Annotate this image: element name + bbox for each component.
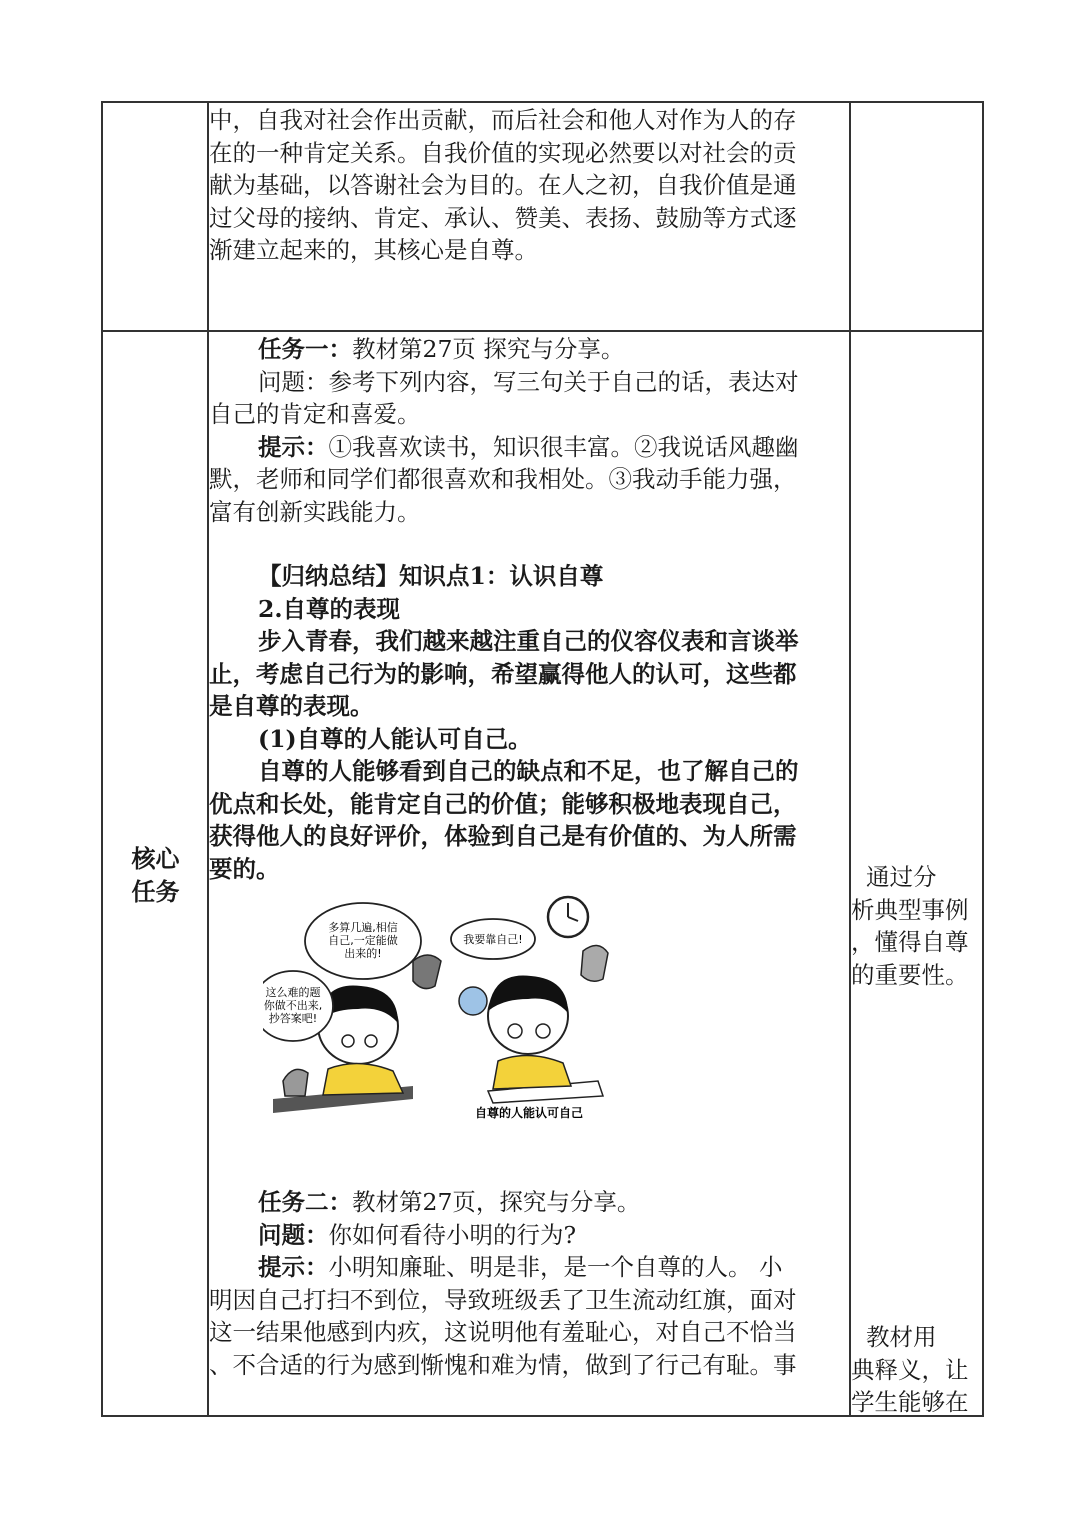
angel-figure bbox=[459, 987, 487, 1015]
task2-title-text: 教材第27页，探究与分享。 bbox=[352, 1188, 641, 1216]
row1-content-cell bbox=[209, 103, 849, 329]
bubble-text: 我要靠自己! bbox=[463, 933, 523, 946]
clock-icon bbox=[548, 897, 588, 937]
side-note-line: 通过分 bbox=[851, 863, 937, 891]
boy-right-figure bbox=[488, 975, 571, 1089]
row1-text-line: 中，自我对社会作出贡献，而后社会和他人对作为人的存 bbox=[209, 106, 797, 134]
task2-question bbox=[209, 1219, 849, 1252]
bubble-text: 多算几遍,相信 bbox=[328, 921, 398, 934]
task1-hint-text: ①我喜欢读书，知识很丰富。②我说话风趣幽 bbox=[328, 432, 799, 461]
task2-title-label: 任务二： bbox=[258, 1188, 352, 1216]
bubble-text: 这么难的题 bbox=[265, 986, 321, 999]
side-note-line: 的重要性。 bbox=[851, 960, 969, 989]
side-note-2 bbox=[851, 1321, 984, 1419]
task2-cell bbox=[209, 1186, 849, 1417]
task1-title-text: 教材第27页 探究与分享。 bbox=[352, 335, 625, 363]
task2-hint bbox=[209, 1251, 849, 1284]
task1-hint bbox=[209, 431, 849, 464]
summary-para2-line: 优点和长处，能肯定自己的价值；能够积极地表现自己， bbox=[209, 789, 797, 818]
task2-line: 明因自己打扫不到位，导致班级丢了卫生流动红旗，面对 bbox=[209, 1285, 797, 1314]
cartoon-svg bbox=[263, 881, 623, 1131]
cat-figure bbox=[283, 1069, 308, 1096]
task2-line: 这一结果他感到内疚，这说明他有羞耻心，对自己不恰当 bbox=[209, 1318, 797, 1346]
task1-hint-line: 默，老师和同学们都很喜欢和我相处。③我动手能力强， bbox=[209, 465, 797, 493]
bubble-text: 你做不出来, bbox=[263, 999, 323, 1012]
task2-hint-text: 小明知廉耻、明是非，是一个自尊的人。 小 bbox=[328, 1253, 783, 1281]
summary-para1-line: 止，考虑自己行为的影响，希望赢得他人的认可，这些都 bbox=[209, 659, 797, 688]
side-note-line: 析典型事例 bbox=[851, 895, 969, 924]
summary-heading: 【归纳总结】知识点1：认识自尊 bbox=[258, 562, 604, 590]
devil-figure bbox=[413, 955, 441, 989]
summary-subheading: 2.自尊的表现 bbox=[258, 594, 401, 623]
lesson-plan-table bbox=[101, 101, 984, 1417]
row1-text-line: 献为基础，以答谢社会为目的。在人之初，自我价值是通 bbox=[209, 171, 797, 199]
task2-title bbox=[209, 1186, 849, 1219]
row1-text-line: 在的一种肯定关系。自我价值的实现必然要以对社会的贡 bbox=[209, 138, 797, 167]
task2-question-text: 你如何看待小明的行为? bbox=[328, 1220, 577, 1249]
task2-line: 、不合适的行为感到惭愧和难为情，做到了行己有耻。事 bbox=[209, 1350, 797, 1379]
side-note-line: 典释义，让 bbox=[851, 1355, 969, 1384]
side-note-1 bbox=[851, 861, 984, 991]
cartoon-illustration bbox=[263, 881, 623, 1131]
task1-question: 问题：参考下列内容，写三句关于自己的话，表达对 bbox=[258, 367, 799, 396]
label-line: 任务 bbox=[131, 878, 180, 906]
side-note-line: 学生能够在 bbox=[851, 1388, 969, 1416]
bubble-text: 出来的! bbox=[344, 947, 382, 960]
illustration-caption: 自尊的人能认可自己 bbox=[474, 1106, 584, 1120]
summary-para2-line: 自尊的人能够看到自己的缺点和不足，也了解自己的 bbox=[258, 757, 799, 785]
column-divider-2 bbox=[849, 103, 851, 1415]
task1-title bbox=[209, 333, 849, 366]
devil-figure-right bbox=[581, 945, 608, 981]
task2-hint-label: 提示： bbox=[258, 1253, 329, 1281]
task2-question-label: 问题： bbox=[258, 1220, 329, 1249]
task1-hint-line: 富有创新实践能力。 bbox=[209, 497, 421, 526]
task1-title-label: 任务一： bbox=[258, 335, 352, 363]
side-note-line: ，懂得自尊 bbox=[851, 928, 969, 956]
summary-para2-line: 要的。 bbox=[209, 854, 280, 883]
bubble-text: 抄答案吧! bbox=[268, 1012, 318, 1025]
summary-point1: (1)自尊的人能认可自己。 bbox=[258, 724, 532, 753]
side-note-line: 教材用 bbox=[851, 1323, 937, 1351]
task1-question-cont: 自己的肯定和喜爱。 bbox=[209, 400, 421, 428]
row1-text-line: 渐建立起来的，其核心是自尊。 bbox=[209, 236, 538, 264]
task1-hint-label: 提示： bbox=[258, 432, 329, 461]
label-line: 核心 bbox=[131, 845, 180, 873]
summary-para1-line: 步入青春，我们越来越注重自己的仪容仪表和言谈举 bbox=[258, 627, 799, 655]
core-task-label bbox=[103, 843, 208, 909]
summary-para1-line: 是自尊的表现。 bbox=[209, 692, 374, 720]
bubble-text: 自己,一定能做 bbox=[328, 934, 398, 947]
row1-text-line: 过父母的接纳、肯定、承认、赞美、表扬、鼓励等方式逐 bbox=[209, 203, 797, 232]
summary-para2-line: 获得他人的良好评价，体验到自己是有价值的、为人所需 bbox=[209, 822, 797, 850]
